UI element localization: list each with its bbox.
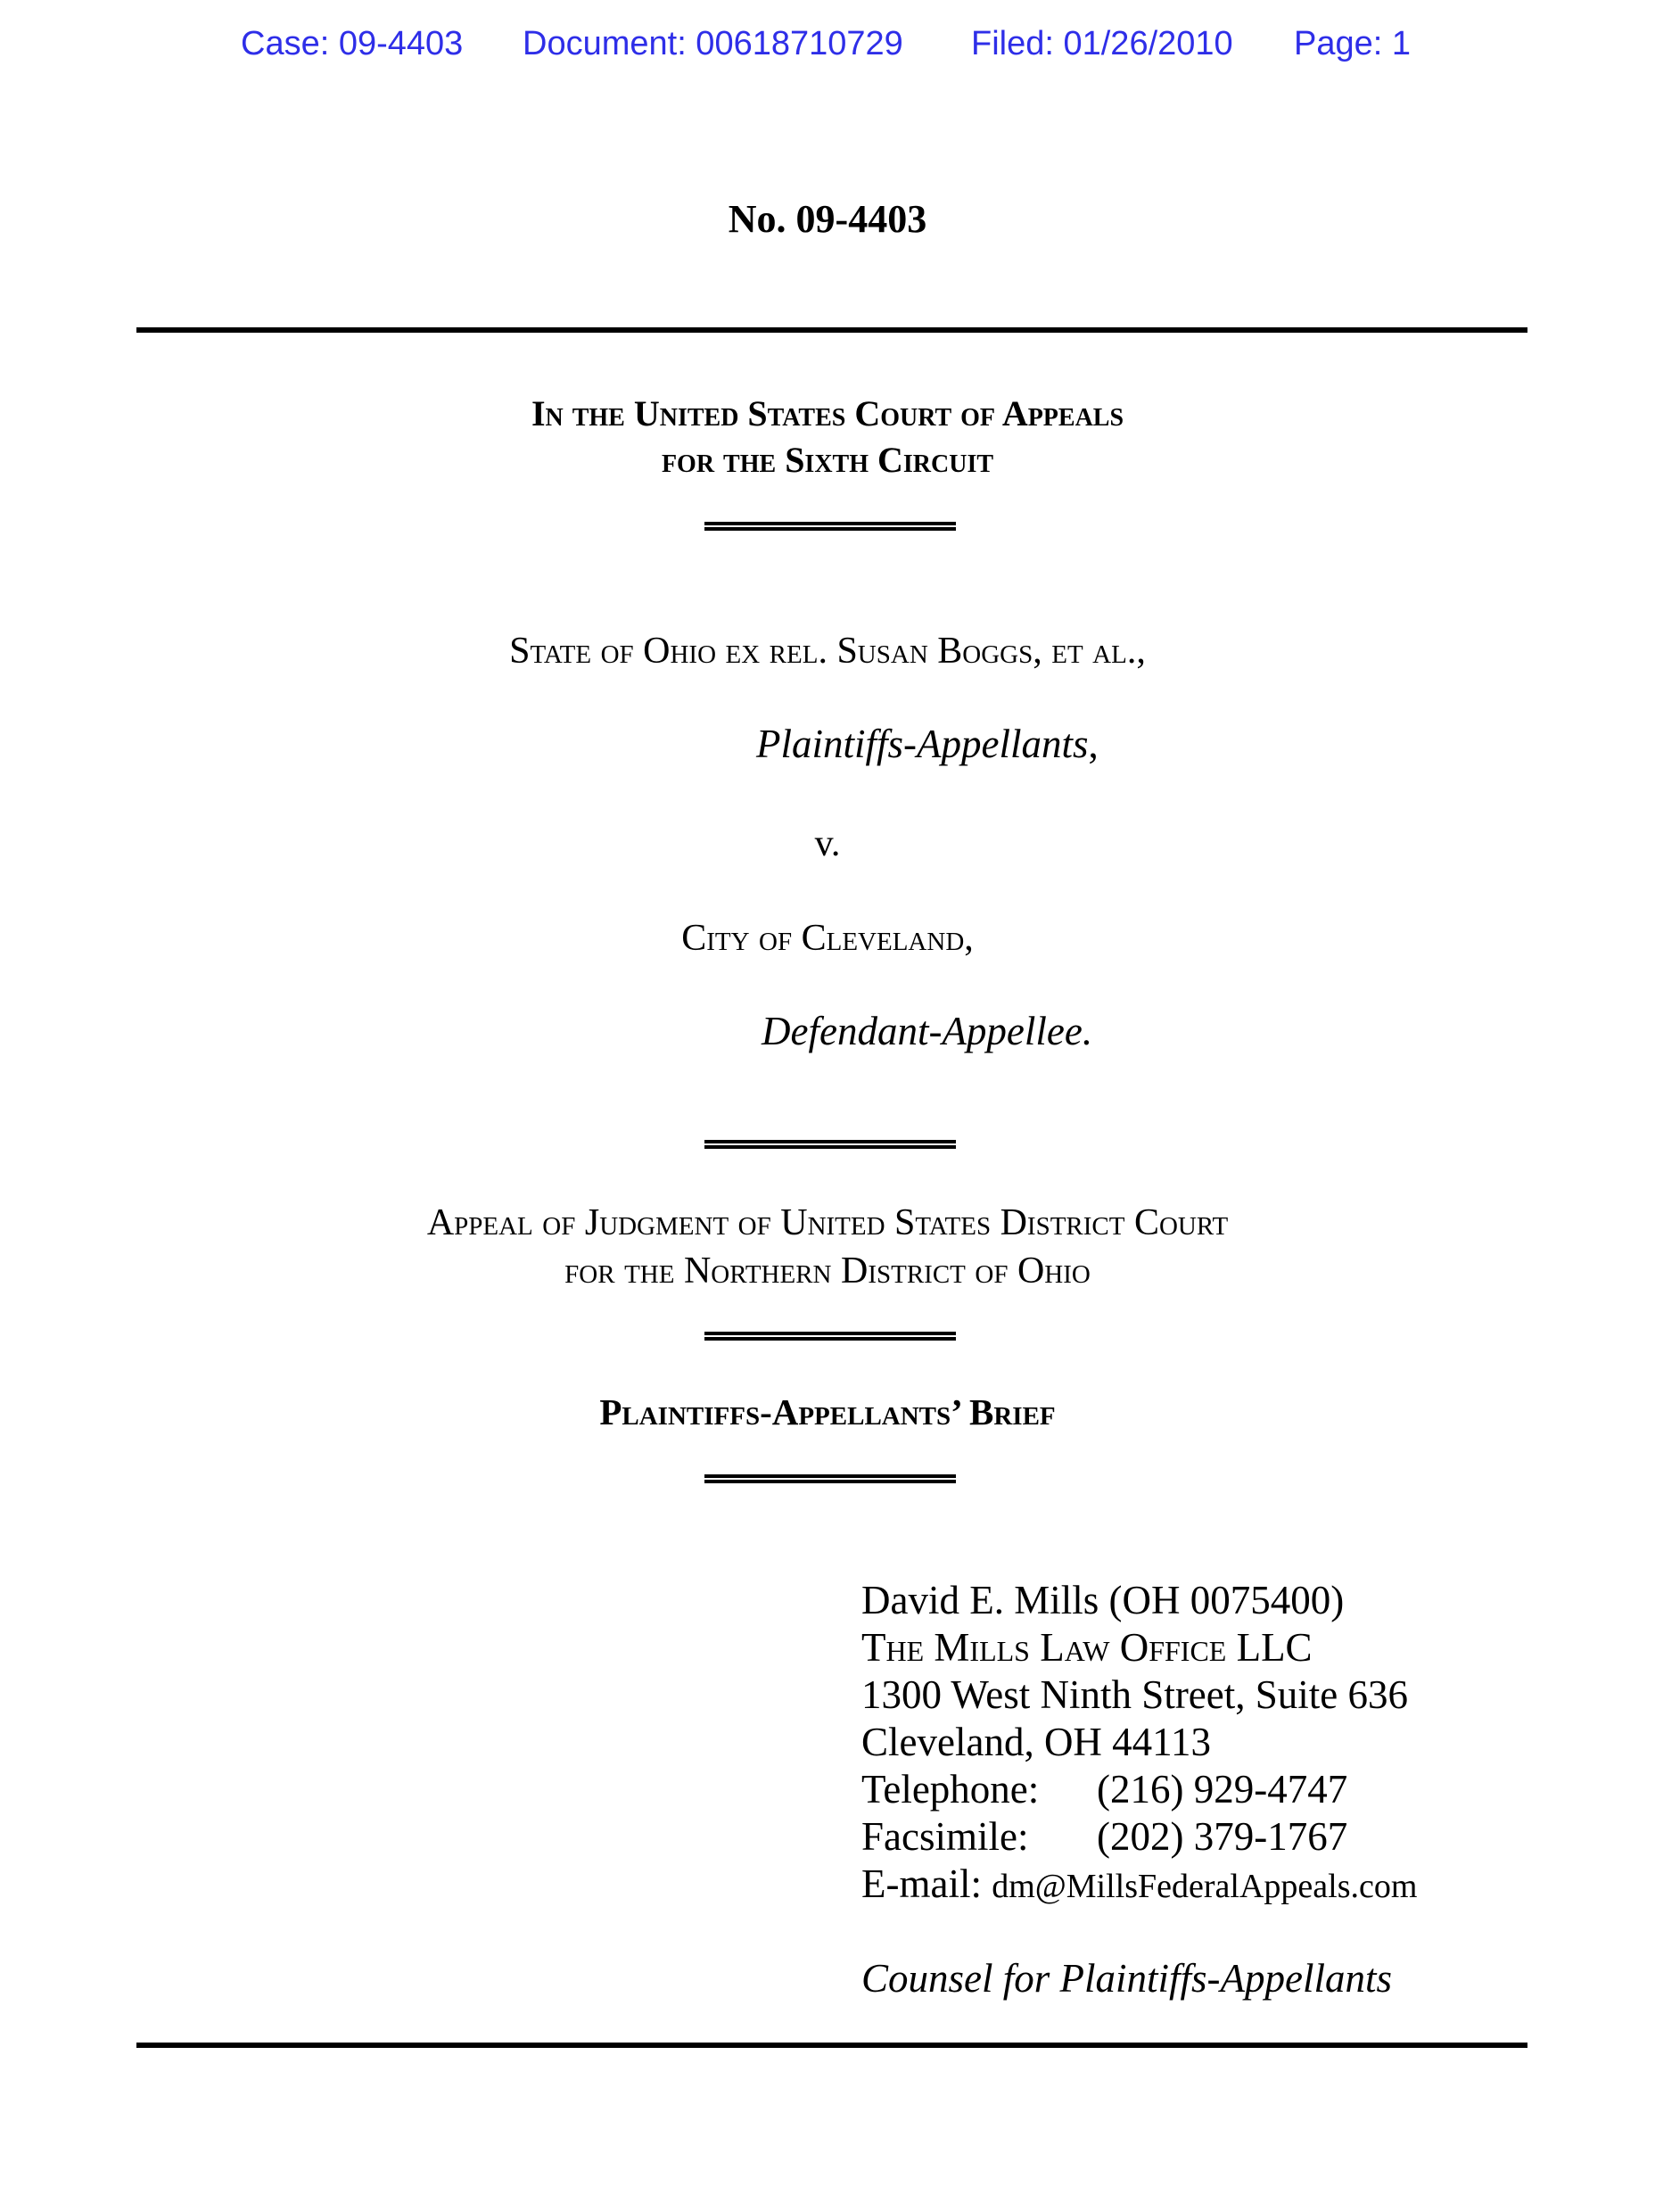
- counsel-facsimile: [861, 1813, 1417, 1861]
- counsel-street: 1300 West Ninth Street, Suite 636: [861, 1672, 1409, 1717]
- docket-number: No. 09-4403: [728, 197, 927, 241]
- plaintiff-role-comma: ,: [1088, 722, 1099, 766]
- email-label: E-mail:: [861, 1861, 982, 1906]
- plaintiff-role: [756, 719, 1099, 769]
- facsimile-number: (202) 379-1767: [1097, 1814, 1348, 1859]
- filing-stamp-header: [0, 25, 1655, 70]
- facsimile-label: Facsimile:: [861, 1814, 1029, 1859]
- double-rule-1: [704, 522, 956, 531]
- page-number-stamp: Page: 1: [1294, 25, 1411, 62]
- versus: v.: [814, 823, 841, 864]
- filed-date-stamp: Filed: 01/26/2010: [971, 25, 1233, 62]
- telephone-label: Telephone:: [861, 1767, 1040, 1812]
- top-rule: [136, 327, 1527, 333]
- counsel-name: David E. Mills (OH 0075400): [861, 1578, 1345, 1622]
- email-address: dm@MillsFederalAppeals.com: [992, 1868, 1418, 1905]
- counsel-role: Counsel for Plaintiffs-Appellants: [861, 1956, 1392, 2001]
- plaintiff-name: State of Ohio ex rel. Susan Boggs, et al.,: [509, 631, 1146, 672]
- case-number-stamp: Case: 09-4403: [241, 25, 464, 62]
- brief-title: Plaintiffs-Appellants’ Brief: [599, 1391, 1056, 1432]
- defendant-name: City of Cleveland,: [681, 918, 974, 959]
- court-heading-line-1: In the United States Court of Appeals: [531, 393, 1124, 433]
- bottom-rule: [136, 2043, 1527, 2048]
- counsel-block: [861, 1577, 1417, 2002]
- counsel-email: [861, 1861, 1417, 1908]
- counsel-firm: The Mills Law Office LLC: [861, 1625, 1313, 1670]
- appeal-line-1: Appeal of Judgment of United States District Court: [426, 1202, 1229, 1243]
- counsel-spacer: [861, 1908, 1417, 1955]
- double-rule-4: [704, 1474, 956, 1483]
- court-heading-line-2: for the Sixth Circuit: [661, 440, 994, 480]
- defendant-role: Defendant-Appellee.: [762, 1009, 1093, 1053]
- document-number-stamp: Document: 00618710729: [523, 25, 903, 62]
- appeal-line-2: for the Northern District of Ohio: [564, 1250, 1091, 1292]
- plaintiff-role-label: Plaintiffs-Appellants: [756, 722, 1089, 766]
- double-rule-3: [704, 1332, 956, 1341]
- double-rule-2: [704, 1140, 956, 1149]
- counsel-city: Cleveland, OH 44113: [861, 1720, 1212, 1764]
- telephone-number: (216) 929-4747: [1097, 1767, 1348, 1812]
- counsel-telephone: [861, 1766, 1417, 1813]
